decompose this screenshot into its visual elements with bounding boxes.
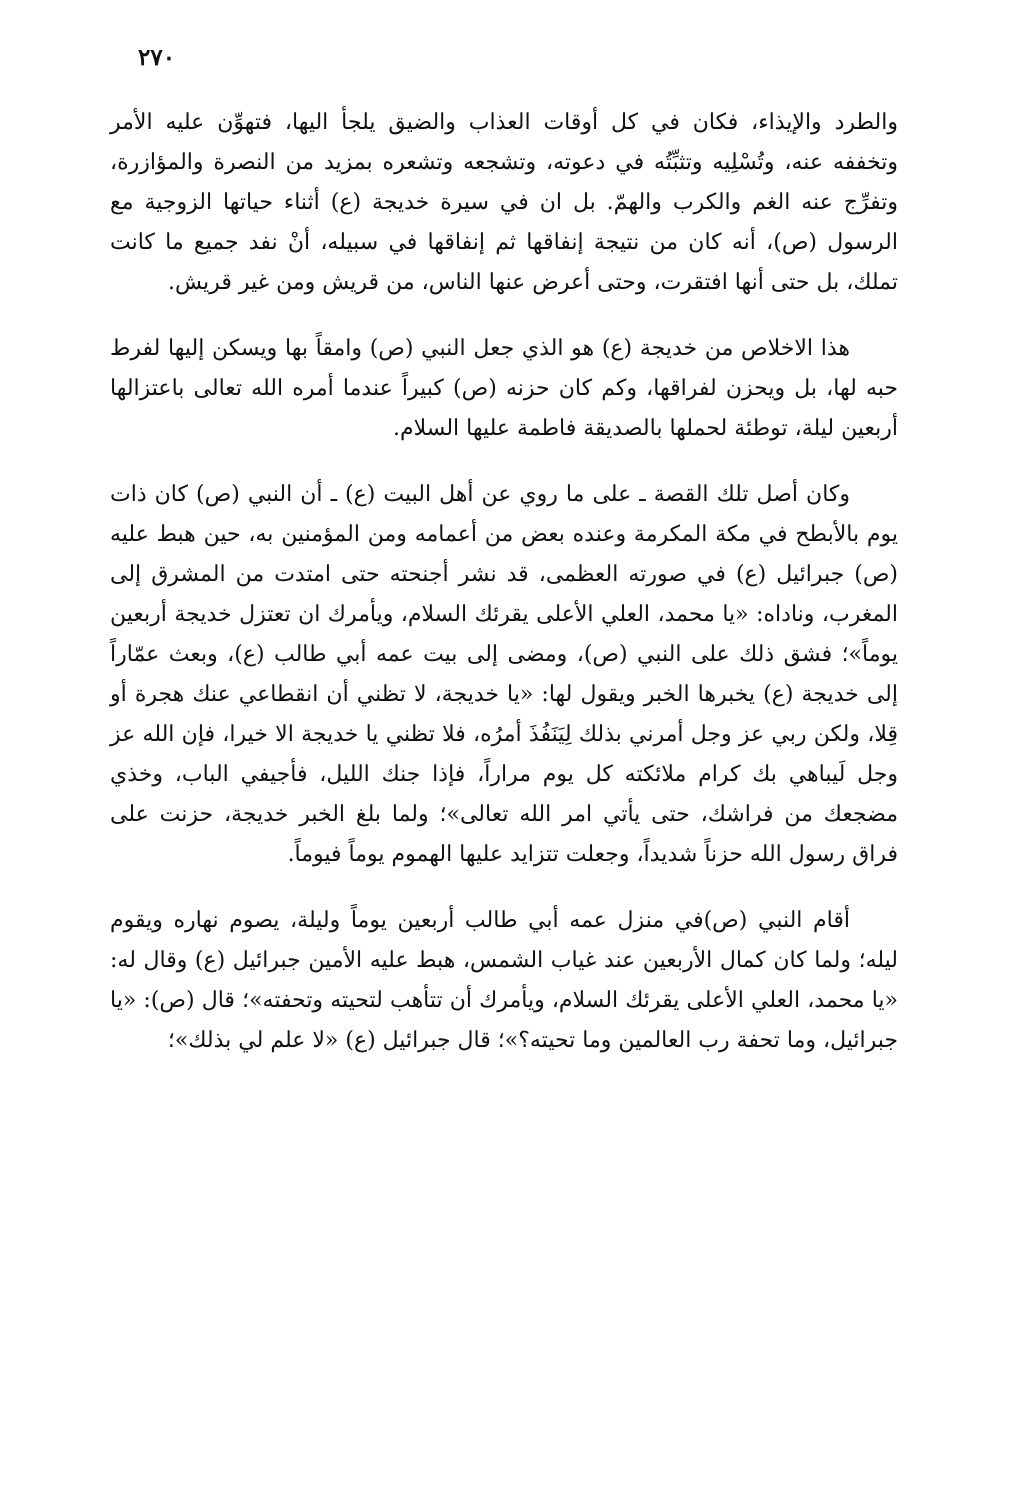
paragraph-2: هذا الاخلاص من خديجة (ع) هو الذي جعل النبي (ص) وامقاً بها ويسكن إليها لفرط حبه لها، بل ويحزن لفراقها، وكم كان حزنه (ص) كبيراً عندما أمره الله تعالى باعتزالها أربعين ليلة، توطئة لحملها بالصديقة فاطمة عليها السلام. [110, 336, 898, 441]
paragraph-1: والطرد والإيذاء، فكان في كل أوقات العذاب والضيق يلجأ اليها، فتهوِّن عليه الأمر وتخففه عنه، وتُسْلِيه وتثبِّتُه في دعوته، وتشجعه وتشعره بمزيد من النصرة والمؤازرة، وتفرِّج عنه الغم والكرب والهمّ. بل ان في سيرة خديجة (ع) أثناء حياتها الزوجية مع الرسول (ص)، أنه كان من نتيجة إنفاقها ثم إنفاقها في سبيله، أنْ نفد جميع ما كانت تملك، بل حتى أنها افتقرت، وحتى أعرض عنها الناس، من قريش ومن غير قريش. [110, 110, 898, 295]
body-text [110, 103, 898, 1087]
paragraph-3: وكان أصل تلك القصة ـ على ما روي عن أهل البيت (ع) ـ أن النبي (ص) كان ذات يوم بالأبطح في مكة المكرمة وعنده بعض من أعمامه ومن المؤمنين به، حين هبط عليه (ص) جبرائيل (ع) في صورته العظمى، قد نشر أجنحته حتى امتدت من المشرق إلى المغرب، وناداه: «يا محمد، العلي الأعلى يقرئك السلام، ويأمرك ان تعتزل خديجة أربعين يوماً»؛ فشق ذلك على النبي (ص)، ومضى إلى بيت عمه أبي طالب (ع)، وبعث عمّاراً إلى خديجة (ع) يخبرها الخبر ويقول لها: «يا خديجة، لا تظني أن انقطاعي عنك هجرة أو قِلا، ولكن ربي عز وجل أمرني بذلك لِيَنَفُذَ أمرُه، فلا تظني يا خديجة الا خيرا، فإن الله عز وجل لَيباهي بك كرام ملائكته كل يوم مراراً، فإذا جنك الليل، فأجيفي الباب، وخذي مضجعك من فراشك، حتى يأتي امر الله تعالى»؛ ولما بلغ الخبر خديجة، حزنت على فراق رسول الله حزناً شديداً، وجعلت تتزايد عليها الهموم يوماً فيوماً. [110, 482, 898, 867]
paragraph-4: أقام النبي (ص)في منزل عمه أبي طالب أربعين يوماً وليلة، يصوم نهاره ويقوم ليله؛ ولما كان كمال الأربعين عند غياب الشمس، هبط عليه الأمين جبرائيل (ع) وقال له: «يا محمد، العلي الأعلى يقرئك السلام، ويأمرك أن تتأهب لتحيته وتحفته»؛ قال (ص): «يا جبرائيل، وما تحفة رب العالمين وما تحيته؟»؛ قال جبرائيل (ع) «لا علم لي بذلك»؛ [110, 908, 898, 1053]
page-number: ٢٧٠ [138, 44, 176, 71]
